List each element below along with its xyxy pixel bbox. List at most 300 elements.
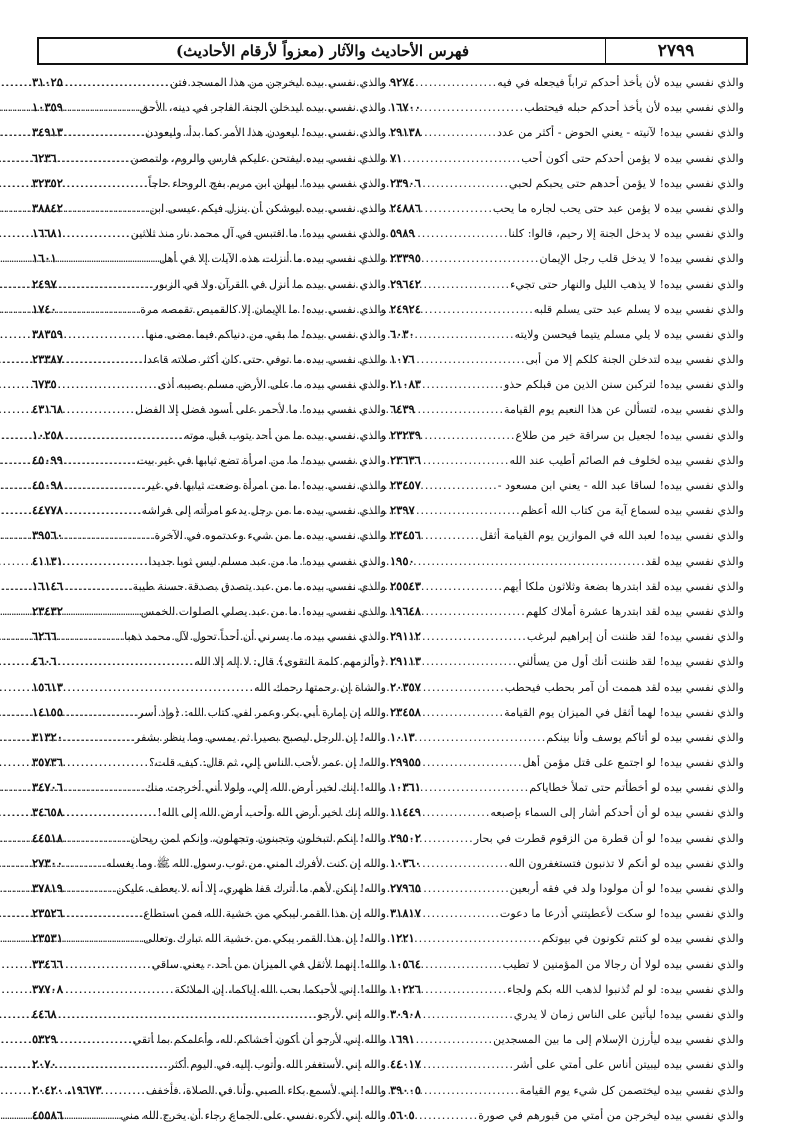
entry-text: والذي نفسي بيده! ما من عبد يصلي الصلوات الخمس [140,604,386,618]
hadith-number: ٢٣٢٣٩ [390,427,421,442]
dot-leader [67,952,152,977]
dot-leader [67,347,144,372]
hadith-number: ١٦٦٨١ [32,226,63,241]
hadith-number: ٢٩٩٥٥ [390,755,421,770]
index-entry [390,1052,744,1077]
index-entry [32,372,386,397]
entry-text: والذي نفسي بيده لقد ابتدرها عشرة أملاك كلهم [525,604,744,618]
entry-text: والذي نفسي بيده! ما اقتبس في آل محمد نار منذ ثلاثين [130,227,386,241]
dot-leader [419,70,497,95]
index-entry [32,977,386,1002]
hadith-number: ٢٣٤٥٦ [390,528,421,543]
entry-text: والذي نفسي بيده ليأرزن الإسلام إلى ما بين المسجدين [493,1033,744,1047]
hadith-number: ٤١١٣١ [32,553,63,568]
dot-leader [425,523,480,548]
index-entry [32,523,386,548]
dot-leader [419,221,509,246]
hadith-number: ١٦٩١ [390,1032,415,1047]
index-entry [390,876,744,901]
index-entry [390,549,744,574]
dot-leader [67,725,135,750]
index-entry [32,800,386,825]
index-entry [390,196,744,221]
dot-leader [419,347,526,372]
entry-text: والذي نفسي بيده لخلوف فم الصائم أطيب عند الله [509,453,744,467]
dot-leader [419,1027,493,1052]
hadith-number: ٢٣٥٢٦ [32,906,63,921]
hadith-number: ٣٩٠٠٥ [390,1082,421,1097]
dot-leader [425,876,510,901]
dot-leader [61,372,158,397]
entry-text: والله إني لأرجو أن أكون أخشاكم لله، وأعلمكم بما أتقي [132,1033,386,1047]
index-entry [390,574,744,599]
hadith-number: ٢٣٤٥٨ [390,704,421,719]
dot-leader [425,171,509,196]
entry-text: والذي نفسي بيده لو أن أحدكم أشار إلى السماء بإصبعه [490,806,744,820]
index-entry [32,675,386,700]
dot-leader [61,624,124,649]
hadith-number: ٢٣٥٣١ [32,931,63,946]
index-entry [390,675,744,700]
index-entry [32,221,386,246]
hadith-number: ١٦٠١ [32,251,57,266]
entry-text: والذي نفسي بيده! ليأتين على الناس زمان لا يدري [513,1007,744,1021]
index-entry [32,1002,386,1027]
index-entry [390,1103,744,1128]
hadith-number: ١٥٦١٣ [32,679,63,694]
entry-text: والذي نفسي بيده ما من رجل يدعو امرأته إلى فراشه [141,504,386,518]
entry-text: والله! إنكن لأهم ما أترك قفا ظهري، إلا أنه لا يعطف عليكن [116,882,386,895]
hadith-number: ٤٤٦٨ [32,1006,57,1021]
dot-leader [67,397,135,422]
hadith-number: ٣٥٧٣٦ [32,755,63,770]
entry-text: والذي نفسي بيده لقد [645,554,744,568]
index-entry [32,775,386,800]
index-entry [390,700,744,725]
entry-text: والله! إنهما لأثقل في الميزان من أحد - يعني ساقي [151,957,386,971]
entry-text: والذي نفسي بيده ليوشكن أن ينزل فيكم عيسى ابن [149,201,386,215]
dot-leader [61,1002,318,1027]
hadith-number: ٣٧٨١٩ [32,881,63,895]
dot-leader [425,901,500,926]
dot-leader [67,120,145,145]
dot-leader [67,574,133,599]
entry-text: والذي نفسي بيده! لعبد الله في الموازين يوم القيامة أثقل [479,529,744,543]
index-entry [32,196,386,221]
hadith-number: ٣٩٥٦٠ [32,528,63,543]
dot-leader [67,775,145,800]
hadith-number: ١٠٣٦١ [390,780,421,795]
hadith-number: ٢١٠٨٣ [390,377,421,392]
entry-text: والله إن هذا القمر ليبكي من خشية الله فمن استطاع [143,907,386,921]
entry-text: والذي نفسي بيده ليختصمن كل شيء يوم القيامة [519,1083,744,1097]
entry-text: والذي نفسي بيده! ما من امرأة تضع ثيابها في غير بيت [137,453,386,467]
index-entry [390,725,744,750]
index-entry [390,750,744,775]
page-title: فهرس الأحاديث والآثار (معزواً لأرقام الأحاديث) [175,42,469,60]
dot-leader [61,1052,169,1077]
hadith-number: ٦٠٣٠ [390,326,415,341]
index-entry [390,246,744,271]
hadith-number: ٧١ [390,150,403,165]
dot-leader [67,423,184,448]
entry-text: والله إني لأستغفر الله وأتوب إليه في اليوم أكثر [168,1058,386,1072]
hadith-number: ٤٥٥٨٦ [32,1107,63,1122]
entry-text: والذي نفسي بيده لا يلي مسلم يتيما فيحسن ولايته [514,327,744,341]
index-entry [390,70,744,95]
dot-leader [425,851,509,876]
hadith-number: ٩٢٧٤ [390,75,415,89]
hadith-number: ٣٢٣٥٢ [32,175,63,190]
dot-leader [425,196,493,221]
hadith-number: ٦٤٣٩ [390,402,415,417]
hadith-number: ٦٧٣٥ [32,377,57,392]
dot-leader [67,826,130,851]
hadith-number: ٤٣١٦٨ [32,402,63,417]
dot-leader [61,297,141,322]
entry-text: ﴿وألزمهم كلمة التقوى﴾ قال: لا إله إلا الله [194,655,386,669]
entry-text: والله! إني لأسمع بكاء الصبي وأنا في الصلاة، فأخفف [145,1083,386,1097]
index-entry [32,876,386,901]
dot-leader [425,952,503,977]
entry-text: والذي نفسي بيده ما على الأرض مسلم يصيبه أذى [157,378,386,392]
dot-leader [425,649,517,674]
entry-text: والذي نفسي بيده ليبيتن أناس على أمتي على أشر [514,1058,744,1072]
hadith-number: ٣٤٦٥٨ [32,805,63,820]
index-entry [390,977,744,1002]
dot-leader [406,146,521,171]
hadith-number: ٣٨٣٥٩ [32,326,63,341]
dot-leader [67,498,142,523]
index-entry [390,221,744,246]
dot-leader [425,473,498,498]
index-entry [32,272,386,297]
hadith-number: ١٦٧٠٠ [390,100,421,115]
entry-text: والذي نفسي بيده! ليهلن ابن مريم بفج الروحاء حاجاً [148,176,386,190]
index-entry [390,800,744,825]
index-entry [32,926,386,951]
dot-leader [419,926,542,951]
dot-leader [106,1078,146,1103]
dot-leader [67,901,143,926]
entry-text: والذي نفسي بيده! لقد ظننت أنك أول من يسألني [517,655,744,669]
hadith-number: ٢٤٩٧ [32,276,57,291]
dot-leader [425,977,507,1002]
index-entry [32,246,386,271]
index-entry [390,297,744,322]
hadith-number: ١٦١٤٦ [32,578,63,593]
entry-text: والذي نفسي بيده ما أنزلت هذه الآيات إلا في أهل [159,252,386,266]
dot-leader [425,1078,520,1103]
index-entry [32,750,386,775]
entry-text: والله إني لأرجو [317,1007,386,1021]
hadith-number: ٢٣٤٥٧ [390,478,421,492]
index-entry [32,549,386,574]
index-entry [32,423,386,448]
entry-text: والذي نفسي بيده لا يؤمن عبد حتى يحب لجاره ما يحب [492,201,744,215]
entry-text: والذي نفسي بيده! ما من امرأة وضعت ثيابها في غير [145,479,386,492]
index-entry [390,171,744,196]
dot-leader [67,70,170,95]
dot-leader [425,700,504,725]
index-entry [32,574,386,599]
index-entry [32,70,386,95]
entry-text: والذي نفسي بيده لتدخلن الجنة كلكم إلا من أبى [525,353,744,367]
index-entry [390,1078,744,1103]
hadith-number: ٣١٠٢٥ [32,75,63,89]
hadith-number: ٢٩١١٣ [390,654,421,669]
index-entry [32,322,386,347]
hadith-number: ٤٤٧٧٨ [32,503,63,518]
index-entry [32,473,386,498]
index-entry [32,498,386,523]
hadith-number: ٢٥٥٤٣ [390,578,421,593]
hadith-number: ١٠٢٥٨ [32,427,63,442]
dot-leader [419,1103,479,1128]
entry-text: والذي نفسي بيده ما يسرني أن أحداً تحول لآل محمد ذهبا [124,630,386,644]
dot-leader [425,272,510,297]
index-entry [32,1103,386,1128]
hadith-number: ٤٥٠٩٩ [32,452,63,467]
entry-text: والذي نفسي بيده لقد ابتدرها بضعة وثلاثون ملكا أيهم [502,579,744,593]
entry-text: والذي نفسي بيده! لو اجتمع على قتل مؤمن أهل [522,756,744,770]
hadith-number: ١١٤٤٩ [390,805,421,820]
entry-text: والذي نفسي بيده ما من عبد يتصدق بصدقة حسنة طيبة [132,579,386,593]
entry-text: والله! إن الرجل ليصبح بصيرا ثم يمسي وما ينظر بشفر [134,730,386,744]
dot-leader [67,1103,121,1128]
hadith-number: ٢٠٣٥٧ [390,679,421,694]
entry-text: والذي نفسي بيده! لا يذهب الليل والنهار حتى تجيء [510,277,744,291]
index-entry [32,347,386,372]
entry-text: والذي نفسي بيده! لجعيل بن سراقة خير من طلاع [515,428,744,442]
hadith-number: ٥٦٠٥ [390,1107,415,1122]
dot-leader [419,498,521,523]
dot-leader [425,246,540,271]
dot-leader [419,549,646,574]
index-entry [390,1027,744,1052]
entry-text: والذي نفسي بيده! لا يؤمن أحدهم حتى يحبكم لحبي [508,176,744,190]
dot-leader [67,599,141,624]
dot-leader [425,1052,514,1077]
dot-leader [67,95,140,120]
index-entry [390,649,744,674]
entry-text: والذي نفسي بيده: لو لم تُذنبوا لذهب الله بكم ولجاء [507,982,744,996]
entry-text: والذي نفسي بيده ما أنزل في القرآن ولا في الزبور [153,277,386,291]
dot-leader [425,423,516,448]
entry-text: والله إن كنت لأفرك المني من ثوب رسول الله ﷺ وما يغسله [106,856,386,870]
dot-leader [425,1002,514,1027]
dot-leader [61,272,154,297]
dot-leader [67,549,148,574]
hadith-number: ١٠٧٦ [390,352,415,367]
page-header [37,37,748,65]
hadith-number: ٦٢٣٦ [32,150,57,165]
index-entry [32,1052,386,1077]
index-column-right [390,70,744,1128]
entry-text: والذي نفسي بيده لو أخطأتم حتى تملأ خطاياكم [529,781,744,795]
dot-leader [67,473,146,498]
dot-leader [67,221,131,246]
hadith-number: ١٧٤٠ [32,301,57,316]
entry-text: والذي نفسي بيده ما توفي حتى كان أكثر صلاته قاعدا [143,353,386,367]
entry-text: والذي نفسي بيده ما من أحد يتوب قبل موته [184,428,386,442]
index-column-left [32,70,386,1128]
dot-leader [67,851,106,876]
dot-leader [61,649,195,674]
hadith-number: ٤٤٠١٧ [390,1057,421,1072]
index-entry [32,624,386,649]
index-entry [32,725,386,750]
index-entry [390,372,744,397]
hadith-number: ٥٩٨٩ [390,226,415,241]
dot-leader [67,322,146,347]
index-entry [390,146,744,171]
hadith-number: ٢٤٨٨٦ [390,200,421,215]
hadith-number: ١٩٦٤٨ [390,603,421,618]
hadith-number: ٤٦٠٦ [32,654,57,669]
hadith-number: ٢٧٩٦٥ [390,881,421,895]
entry-text: والذي نفسي بيده ليخرجن من هذا المسجد فتن [169,76,386,89]
entry-text: والذي نفسي بيده! ما من عبد مسلم ليس ثوبا جديدا [148,554,386,568]
dot-leader [425,372,504,397]
hadith-number: ٣٠٩٠٨ [390,1006,421,1021]
dot-leader [425,574,503,599]
index-entry [390,95,744,120]
entry-text: والذي نفسي بيده ليدخلن الجنة الفاجر في دينه، الأحق [139,101,386,115]
dot-leader [419,397,504,422]
entry-text: والله إنك لخير أرض الله وأحب أرض الله إلى الله! [157,806,386,820]
index-entry [390,473,744,498]
entry-text: والذي نفسي بيده! لا يدخل قلب رجل الإيمان [539,252,744,266]
index-entry [390,120,744,145]
dot-leader [67,800,157,825]
index-entry [390,397,744,422]
hadith-number: ١٠٥٦٤ [390,956,421,971]
entry-text: والذي نفسي بيده لقد هممت أن آمر بحطب فيحطب [504,680,744,694]
index-entry [390,448,744,473]
dot-leader [67,675,254,700]
dot-leader [67,977,175,1002]
entry-text: والذي نفسي بيده! لساقا عبد الله - يعني ابن مسعود - [497,479,744,492]
hadith-number: ٣٨٨٤٢ [32,200,63,215]
hadith-number: ٤٤٥١٨ [32,830,63,845]
hadith-number: ١٤١٥٥ [32,704,63,719]
hadith-number: ٢٣٣٩٥ [390,251,421,266]
entry-text: والذي نفسي بيده لسماع آية من كتاب الله أعظم [520,504,744,518]
entry-text: والذي نفسي بيده! لقد ظننت أن إبراهيم لبرغب [526,630,744,644]
entry-text: والذي نفسي بيده! ما بقي من دنياكم فيما مضى منها [145,327,386,341]
hadith-number: ١٠٣٥٩ [32,100,63,115]
hadith-number: ٦٢٦٦ [32,629,57,644]
entry-text: والذي نفسي بيده لأن يأخذ أحدكم حبله فيحتطب [524,101,744,115]
hadith-number: ٢٣٣٨٧ [32,352,63,367]
dot-leader [425,120,497,145]
index-entry [390,347,744,372]
entry-text: والله! إن عمر لأحب الناس إلي، ثم قال: كيف قلت؟ [149,756,386,770]
dot-leader [425,624,527,649]
hadith-number: ٢٩٦٤٢ [390,276,421,291]
entry-text: والذي نفسي بيده ليخرجن من أمتي من قبورهم في صورة [478,1108,744,1122]
hadith-number: ٢٤٩٢٤ [390,301,421,316]
dot-leader [419,322,515,347]
hadith-number: ٢٩١٣٨ [390,125,421,140]
dot-leader [67,926,143,951]
index-entry [390,1002,744,1027]
index-entry [32,1027,386,1052]
entry-text: والذي نفسي بيده لا يؤمن أحدكم حتى أكون أحب [521,151,744,165]
dot-leader [425,599,526,624]
entry-text: والذي نفسي بيده! لو أن مولودا ولد في فقه أربعين [509,882,744,895]
index-entry [390,952,744,977]
index-entry [32,851,386,876]
index-entry [390,322,744,347]
dot-leader [61,146,131,171]
hadith-number: ١٠٣٦٠ [390,855,421,870]
hadith-number: ٣٤٩١٣ [32,125,63,140]
index-entry [32,95,386,120]
hadith-number: ٣٣٤٦٦ [32,956,63,971]
index-entry [32,826,386,851]
entry-text: والذي نفسي بيده ليفتحن عليكم فارس والروم، ولتمصن [130,151,386,165]
hadith-number: ٢٣٩٠٦ [390,175,421,190]
index-entry [32,599,386,624]
hadith-number: ٣٤٧٠٦ [32,780,63,795]
dot-leader [67,196,150,221]
index-entry [390,775,744,800]
hadith-number: ٢٧٣٠٠ [32,855,63,870]
dot-leader [67,750,149,775]
dot-leader [425,297,534,322]
dot-leader [425,448,510,473]
index-entry [390,901,744,926]
hadith-number: ١٩٦٧٣، ٢٠٤٢٠ [32,1082,102,1097]
hadith-number: ٢٩٥٠٢ [390,830,421,845]
index-entry [390,599,744,624]
dot-leader [425,775,529,800]
entry-text: والله! إني لأحبكما بحب الله إياكما، إن الملائكة [174,982,386,996]
entry-text: والذي نفسي بيده لولا أن رجالا من المؤمنين لا تطيب [502,957,744,971]
entry-text: والذي نفسي بيده! لو أن قطرة من الزقوم قطرت في بحار [473,831,744,845]
hadith-number: ١٩٥٠ [390,553,415,568]
index-entry [32,901,386,926]
index-entry [32,1078,386,1103]
entry-text: والذي نفسي بيده لا يسلم عبد حتى يسلم قلبه [533,302,744,316]
dot-leader [419,725,547,750]
dot-leader [67,523,155,548]
index-entry [390,272,744,297]
hadith-number: ٢٣٩٧ [390,503,415,518]
entry-text: والذي نفسي بيده لأن يأخذ أحدكم تراباً فيجعله في فيه [497,76,744,89]
entry-text: والذي نفسي بيده لا يدخل الجنة إلا رحيم، قالوا: كلنا [508,227,744,241]
hadith-number: ١٠٢٢٦ [390,981,421,996]
hadith-number: ٣١٣٢٠ [32,729,63,744]
index-entry [32,297,386,322]
dot-leader [61,1027,133,1052]
index-entry [390,624,744,649]
entry-text: والذي نفسي بيده! لآنيته - يعني الحوض - أكثر من عدد [497,126,744,140]
entry-text: والذي نفسي بيده لو أنكم لا تذنبون فتستغفرون الله [508,856,744,870]
index-entry [32,952,386,977]
index-entry [390,423,744,448]
dot-leader [425,750,523,775]
dot-leader [425,95,524,120]
dot-leader [67,448,137,473]
index-entry [32,448,386,473]
hadith-number: ٣٧٧٠٨ [32,981,63,996]
index-entry [390,523,744,548]
page-number: ٢٧٩٩ [605,39,746,63]
entry-text: والذي نفسي بيده! ما الإيمان إلا كالقميص تقمصه مرة [140,302,386,316]
